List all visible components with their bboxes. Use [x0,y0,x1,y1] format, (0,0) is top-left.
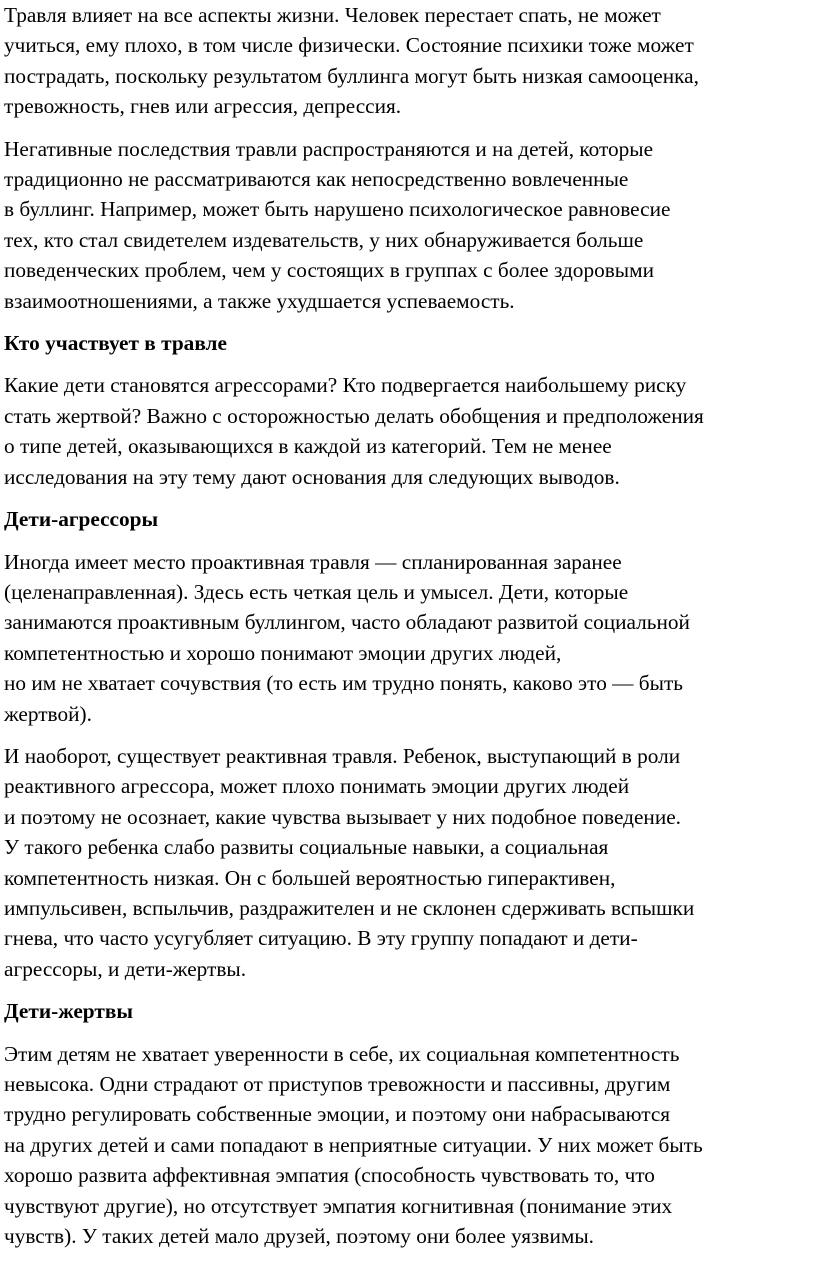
text-line: И наоборот, существует реактивная травля. Ребенок, выступающий в роли [4,743,681,768]
text-line: Травля влияет на все аспекты жизни. Человек перестает спать, не может [4,3,661,27]
text-line: в буллинг. Например, может быть нарушено психологическое равновесие [4,197,671,222]
text-line: и поэтому не осознает, какие чувства вызывает у них подобное поведение. [4,804,681,829]
paragraph-who-becomes-aggressor [4,370,816,492]
text-line: традиционно не рассматриваются как непосредственно вовлеченные [4,167,629,192]
text-line: компетентность низкая. Он с большей вероятностью гиперактивен, [4,865,616,890]
text-line: занимаются проактивным буллингом, часто обладают развитой социальной [4,610,690,635]
text-line: (целенаправленная). Здесь есть четкая цель и умысел. Дети, которые [4,579,629,604]
text-line: Этим детям не хватает уверенности в себе, их социальная компетентность [4,1041,680,1066]
section-heading-victims [4,996,816,1026]
text-line: реактивного агрессора, может плохо понимать эмоции других людей [4,774,630,799]
text-line: компетентностью и хорошо понимают эмоции других людей, [4,640,562,665]
text-line: тревожность, гнев или агрессия, депрессия. [4,94,402,119]
text-line: взаимоотношениями, а также ухудшается успеваемость. [4,288,515,313]
paragraph-victims [4,1039,816,1252]
text-line: Иногда имеет место проактивная травля — спланированная заранее [4,549,622,574]
heading-text: Кто участвует в травле [4,331,227,356]
text-line: хорошо развита аффективная эмпатия (способность чувствовать то, что [4,1163,655,1188]
text-line: тех, кто стал свидетелем издевательств, у них обнаруживается больше [4,227,644,252]
paragraph-proactive-bullying [4,547,816,729]
text-line: жертвой). [4,701,92,726]
text-line: Какие дети становятся агрессорами? Кто подвергается наибольшему риску [4,373,687,398]
text-line: Негативные последствия травли распространяются и на детей, которые [4,136,654,161]
text-line: агрессоры, и дети-жертвы. [4,956,247,981]
text-line: учиться, ему плохо, в том числе физически. Состояние психики тоже может [4,33,694,58]
paragraph-reactive-bullying [4,741,816,984]
text-line: чувств). У таких детей мало друзей, поэтому они более уязвимы. [4,1224,594,1249]
paragraph-bullying-effects [4,0,816,122]
heading-text: Дети-жертвы [4,999,133,1024]
text-line: но им не хватает сочувствия (то есть им трудно понять, каково это — быть [4,671,683,696]
text-line: стать жертвой? Важно с осторожностью делать обобщения и предположения [4,403,704,428]
text-line: на других детей и сами попадают в неприятные ситуации. У них может быть [4,1132,703,1157]
text-line: трудно регулировать собственные эмоции, и поэтому они набрасываются [4,1102,671,1127]
section-heading-aggressors [4,504,816,534]
text-line: невысока. Одни страдают от приступов тревожности и пассивны, другим [4,1072,671,1096]
text-line: исследования на эту тему дают основания для следующих выводов. [4,464,620,489]
text-line: пострадать, поскольку результатом буллинга могут быть низкая самооценка, [4,63,699,88]
text-line: импульсивен, вспыльчив, раздражителен и не склонен сдерживать вспышки [4,895,695,920]
text-line: о типе детей, оказывающихся в каждой из категорий. Тем не менее [4,434,612,459]
text-line: У такого ребенка слабо развиты социальные навыки, а социальная [4,835,609,860]
text-line: гнева, что часто усугубляет ситуацию. В эту группу попадают и дети- [4,926,638,951]
paragraph-negative-consequences [4,134,816,316]
text-line: поведенческих проблем, чем у состоящих в группах с более здоровыми [4,258,654,283]
text-line: чувствуют другие), но отсутствует эмпатия когнитивная (понимание этих [4,1193,673,1218]
heading-text: Дети-агрессоры [4,507,159,532]
section-heading-participants [4,328,816,358]
